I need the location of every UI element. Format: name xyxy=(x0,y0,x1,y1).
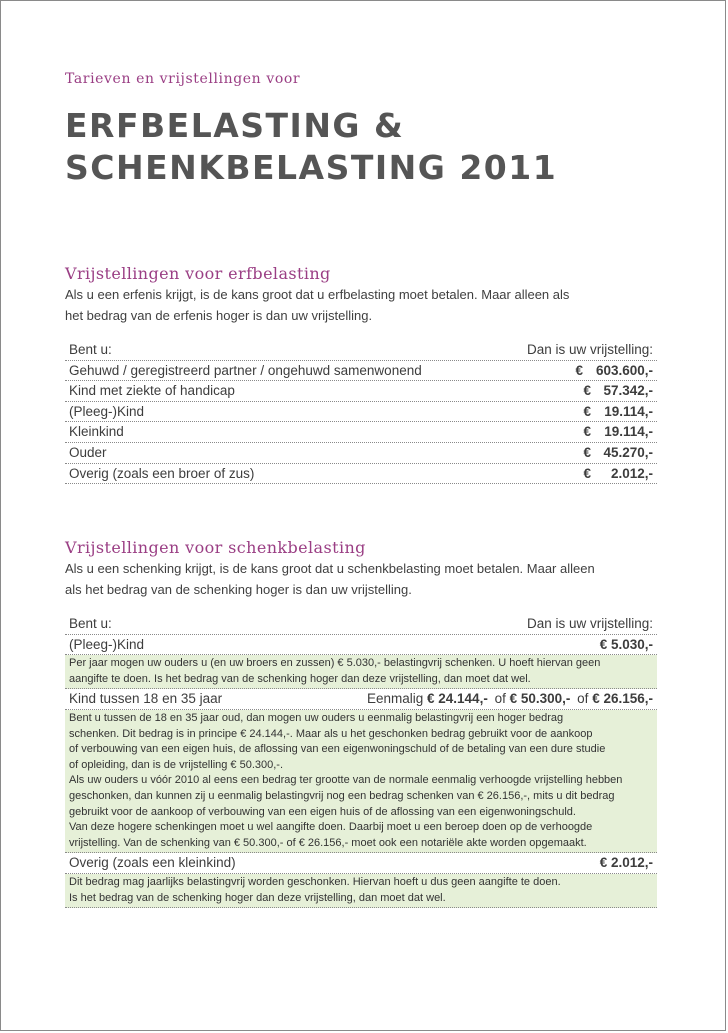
note-line: Per jaar mogen uw ouders u (en uw broers en zussen) € 5.030,- belastingvrij schenken. U hoeft hiervan geen xyxy=(69,657,601,670)
amount-value: 603.600,- xyxy=(595,362,653,378)
table-row xyxy=(65,402,657,423)
of-label: of xyxy=(494,691,506,707)
currency: € xyxy=(583,383,591,399)
currency: € xyxy=(583,444,591,460)
schenk-table xyxy=(65,614,657,908)
table-header xyxy=(65,614,657,635)
row-amount xyxy=(583,443,653,463)
amount-c: € 26.156,- xyxy=(592,691,653,707)
row-label: Ouder xyxy=(69,444,107,460)
amount-value: 45.270,- xyxy=(603,444,653,460)
row-amount xyxy=(583,402,653,422)
row-note xyxy=(65,655,657,689)
col-right-header: Dan is uw vrijstelling: xyxy=(526,342,653,357)
intro-line: Als u een erfenis krijgt, is de kans groot dat u erfbelasting moet betalen. Maar alleen als xyxy=(65,287,570,302)
table-row xyxy=(65,381,657,402)
row-label: Overig (zoals een kleinkind) xyxy=(69,855,236,871)
note-line: aangifte te doen. Is het bedrag van de schenking hoger dan deze vrijstelling, dan moet dat wel. xyxy=(69,672,531,685)
table-row xyxy=(65,689,657,710)
section-erfbelasting xyxy=(65,265,657,484)
col-right-header: Dan is uw vrijstelling: xyxy=(526,616,653,631)
note-line: of opleiding, dan is de vrijstelling € 50.300,-. xyxy=(69,758,284,771)
note-line: Als uw ouders u vóór 2010 al eens een bedrag ter grootte van de normale eenmalig verhoogde vrijstelling hebben xyxy=(69,774,623,787)
note-line: gebruikt voor de aankoop of verbouwing van een eigen huis of de aflossing van een eigenwoningschuld. xyxy=(69,805,576,818)
row-amounts xyxy=(222,689,653,709)
section-intro xyxy=(65,284,657,326)
document-subtitle: Tarieven en vrijstellingen voor xyxy=(65,71,301,87)
note-line: Bent u tussen de 18 en 35 jaar oud, dan mogen uw ouders u eenmalig belastingvrij een hoger bedrag xyxy=(69,711,564,724)
amount-a: € 24.144,- xyxy=(427,691,488,707)
row-amount xyxy=(583,422,653,442)
amount-value: 19.114,- xyxy=(604,424,653,440)
row-amount xyxy=(583,464,653,484)
row-label: (Pleeg-)Kind xyxy=(69,403,145,419)
table-row xyxy=(65,464,657,485)
eenmalig-label: Eenmalig xyxy=(366,691,424,707)
title-line-1: ERFBELASTING & xyxy=(65,106,405,145)
row-amount: € 5.030,- xyxy=(599,636,653,652)
note-line: Is het bedrag van de schenking hoger dan deze vrijstelling, dan moet dat wel. xyxy=(69,891,446,904)
of-label: of xyxy=(577,691,589,707)
row-amount: € 2.012,- xyxy=(599,855,653,871)
erf-table xyxy=(65,340,657,484)
amount-value: 2.012,- xyxy=(610,465,653,481)
section-heading: Vrijstellingen voor schenkbelasting xyxy=(65,538,366,557)
row-label: (Pleeg-)Kind xyxy=(69,636,145,652)
currency: € xyxy=(583,424,591,440)
row-label: Kind met ziekte of handicap xyxy=(69,383,235,399)
row-note xyxy=(65,874,657,908)
col-left-header: Bent u: xyxy=(69,342,112,357)
table-row xyxy=(65,361,657,382)
section-intro xyxy=(65,558,657,600)
col-left-header: Bent u: xyxy=(69,616,112,631)
note-line: of verbouwing van een eigen huis, de aflossing van een eigenwoningschuld of de betaling van een dure studie xyxy=(69,743,606,756)
currency: € xyxy=(583,403,591,419)
intro-line: Als u een schenking krijgt, is de kans groot dat u schenkbelasting moet betalen. Maar alleen xyxy=(65,561,595,576)
amount-value: 57.342,- xyxy=(603,383,653,399)
currency: € xyxy=(583,465,591,481)
table-row xyxy=(65,853,657,874)
row-label: Overig (zoals een broer of zus) xyxy=(69,465,255,481)
amount-b: € 50.300,- xyxy=(509,691,571,707)
table-row xyxy=(65,422,657,443)
note-line: schenken. Dit bedrag is in principe € 24.144,-. Maar als u het geschonken bedrag gebruikt voor de aankoop xyxy=(69,727,593,740)
row-amount xyxy=(575,361,653,381)
note-line: Van deze hogere schenkingen moet u wel aangifte doen. Daarbij moet u een beroep doen op de verhoogde xyxy=(69,821,593,834)
section-heading: Vrijstellingen voor erfbelasting xyxy=(65,264,331,283)
currency: € xyxy=(575,362,583,378)
table-row xyxy=(65,443,657,464)
row-amount xyxy=(583,381,653,401)
note-line: Dit bedrag mag jaarlijks belastingvrij worden geschonken. Hiervan hoeft u dus geen aangifte te doen. xyxy=(69,875,561,888)
row-label: Kleinkind xyxy=(69,424,124,440)
note-line: vrijstelling. Van de schenking van € 50.300,- of € 26.156,- moet ook een notariële akte worden opgemaakt. xyxy=(69,836,587,849)
note-line: geschonken, dan kunnen zij u eenmalig belastingvrij nog een bedrag schenken van € 26.156,-, mits u dit bedrag xyxy=(69,789,615,802)
row-label: Gehuwd / geregistreerd partner / ongehuwd samenwonend xyxy=(69,362,422,378)
intro-line: het bedrag van de erfenis hoger is dan uw vrijstelling. xyxy=(65,308,373,323)
amount-value: 19.114,- xyxy=(604,403,653,419)
section-schenkbelasting xyxy=(65,539,657,908)
row-note xyxy=(65,710,657,853)
intro-line: als het bedrag van de schenking hoger is dan uw vrijstelling. xyxy=(65,582,412,597)
row-label: Kind tussen 18 en 35 jaar xyxy=(69,691,223,707)
title-line-2: SCHENKBELASTING 2011 xyxy=(65,148,558,187)
table-row xyxy=(65,635,657,656)
document-title xyxy=(65,105,557,189)
table-header xyxy=(65,340,657,361)
